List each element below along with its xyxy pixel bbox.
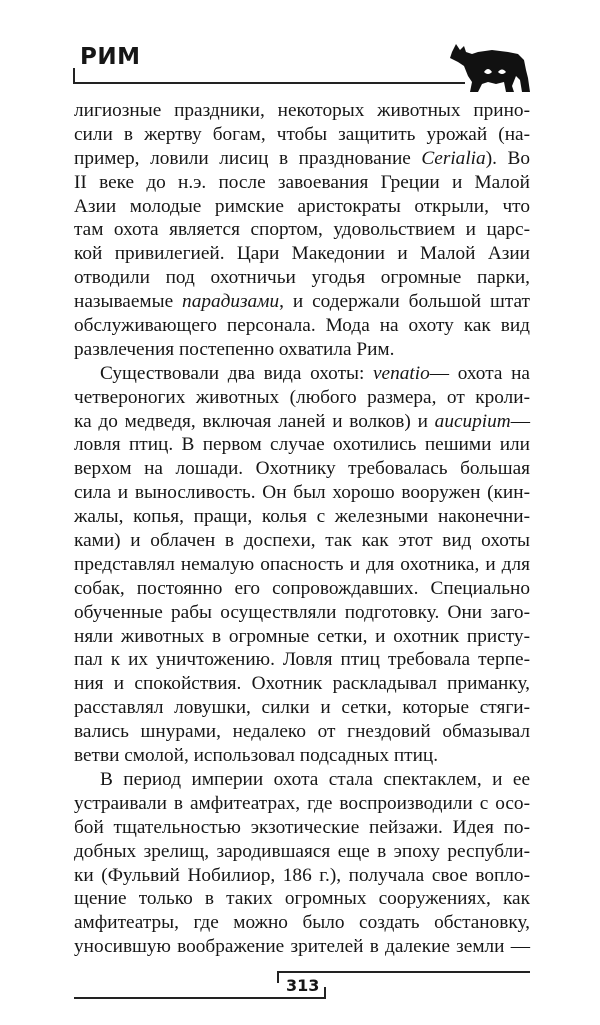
text-line: сила и выносливость. Он был хорошо вооружен (кин- [74,482,530,504]
text-line: вались шнурами, недалеко от гнездовий обмазывал [74,721,530,743]
text-line: там охота является спортом, удовольствием и царс- [74,219,530,241]
text-line: обученные рабы осуществляли подготовку. Они заго- [74,601,530,623]
text-line: няли животных в огромные сетки, и охотник присту- [74,625,530,647]
text-line: устраивали в амфитеатрах, где воспроизводили с осо- [74,792,530,814]
text-line: жалы, копья, пращи, колья с железными наконечни- [74,506,530,528]
text-line: лигиозные праздники, некоторых животных прино- [74,100,530,121]
text-line: обслуживающего персонала. Мода на охоту как вид [74,315,530,337]
text-line: кой привилегией. Цари Македонии и Малой Азии [74,243,530,265]
text-line: верхом на лошади. Охотнику требовалась большая [74,458,530,480]
text-line: пример, ловили лисиц в празднование Cerialia). Во [74,147,531,169]
text-line: ловля птиц. В первом случае охотились пешими или [74,434,530,456]
text-line: добных зрелищ, зародившаяся еще в эпоху республи- [74,840,530,862]
text-line: называемые парадизами, и содержали большой штат [74,291,530,313]
text-line: ния и спокойствия. Охотник раскладывал приманку, [74,673,530,695]
text-line: щение только в таких огромных сооружениях, как [74,888,530,910]
text-line: ка до медведя, включая ланей и волков) и aucupium— [74,410,530,432]
running-title: РИМ [80,44,141,70]
body-text [74,99,530,959]
text-line: ки (Фульвий Нобилиор, 186 г.), получала свое вопло- [74,864,530,886]
text-line: развлечения постепенно охватила Рим. [74,338,395,360]
text-line: пал к их уничтожению. Ловля птиц требовала терпе- [74,649,530,671]
text-line: представлял немалую опасность и для охотника, и для [74,553,530,575]
text-line: сили в жертву богам, чтобы защитить урожай (на- [74,123,530,145]
text-line: ветви смолой, использовал подсадных птиц. [74,745,439,767]
text-line: бой тщательностью экзотические пейзажи. Идея по- [74,816,530,838]
text-line: В период империи охота стала спектаклем, и ее [100,768,530,790]
paragraph [74,362,530,768]
text-line: ками) и облачен в доспехи, так как этот вид охоты [74,530,530,552]
text-line: II веке до н.э. после завоевания Греции и Малой [74,171,530,193]
footer-rule-bottom [74,997,326,999]
paragraph [74,99,530,362]
footer-rule-tick [277,971,279,983]
text-line: Существовали два вида охоты: venatio— охота на [100,362,530,384]
text-line: четвероногих животных (любого размера, от кроли- [74,386,530,408]
text-line: собак, постоянно его сопровождавших. Специально [74,577,530,599]
text-line: Азии молодые римские аристократы открыли, что [74,195,530,217]
footer-rule-top [277,971,530,973]
capitoline-wolf-icon [448,42,532,94]
header-rule [73,82,465,84]
page-number: 313 [286,976,320,995]
text-line: амфитеатры, где можно было создать обстановку, [74,912,530,934]
text-line: расставлял ловушки, силки и сетки, которые стяги- [74,697,530,719]
header-tick [73,68,75,82]
paragraph [74,768,530,959]
text-line: отводили под охотничьи угодья огромные парки, [74,267,530,289]
text-line: уносившую воображение зрителей в далекие земли — [74,936,530,958]
